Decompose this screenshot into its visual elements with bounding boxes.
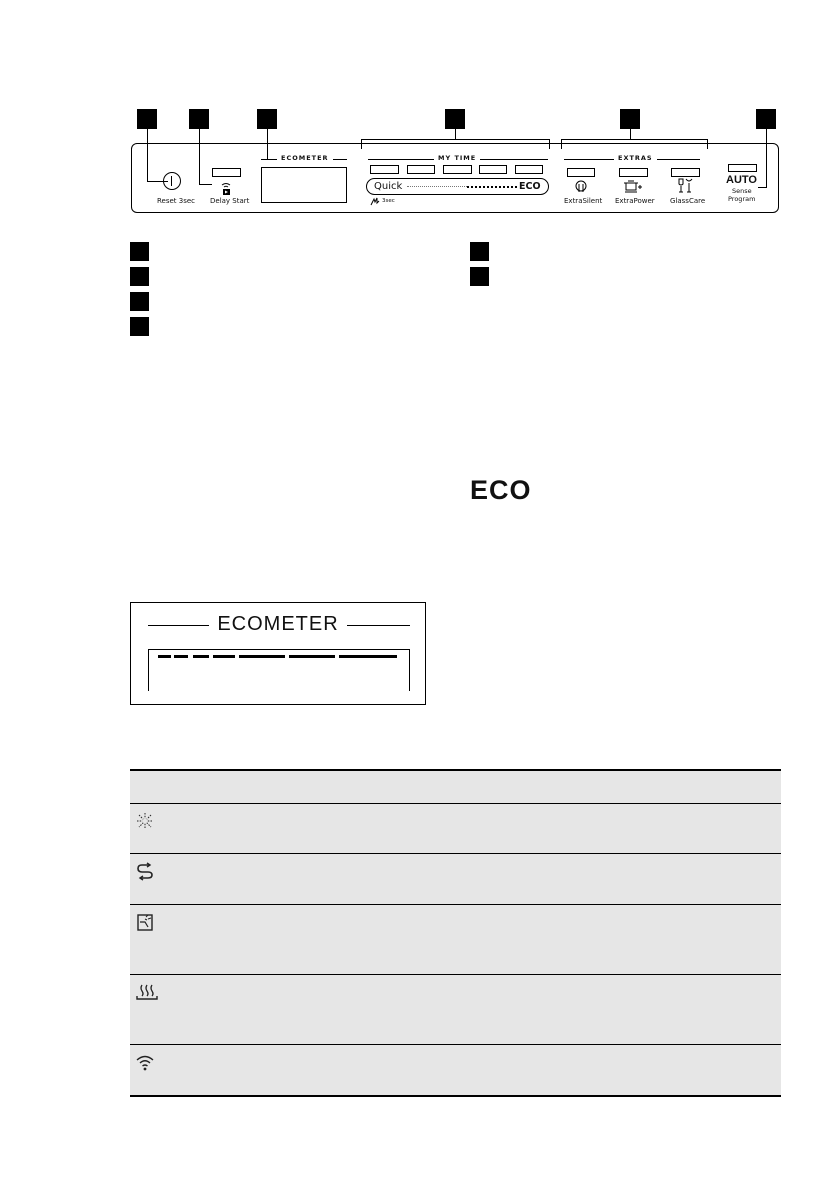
dispenser-icon	[135, 912, 155, 932]
indicator-table	[130, 769, 781, 1097]
legend-badge-5	[470, 242, 489, 261]
sense-label: Sense	[732, 187, 752, 195]
callout-badge-2	[189, 109, 209, 129]
extra-silent-label: ExtraSilent	[564, 197, 603, 205]
glass-care-indicator	[671, 168, 700, 177]
ecometer-bar-1	[158, 655, 171, 658]
glasses-icon	[677, 178, 693, 194]
leader-line-5	[630, 129, 631, 139]
my-time-indicator-4	[479, 165, 507, 174]
my-time-indicator-5	[515, 165, 543, 174]
program-label: Program	[728, 195, 756, 203]
pot-power-icon	[624, 178, 644, 194]
auto-sense-button[interactable]	[724, 162, 762, 204]
silent-icon	[574, 180, 588, 194]
slider-dots-dark	[467, 186, 517, 188]
callout-badge-5	[620, 109, 640, 129]
table-row	[130, 1045, 781, 1097]
glass-care-label: GlassCare	[670, 197, 706, 205]
legend-badge-4	[130, 317, 149, 336]
control-panel	[131, 143, 779, 213]
table-row	[130, 804, 781, 854]
ecometer-illustration	[130, 602, 426, 705]
my-time-indicator-2	[407, 165, 435, 174]
delay-start-indicator	[212, 168, 241, 177]
rinse-cycle-icon	[135, 861, 155, 881]
my-time-indicator-1	[370, 165, 399, 174]
callout-badge-1	[137, 109, 157, 129]
remote-start-icon	[219, 182, 233, 196]
extra-power-button[interactable]	[624, 178, 644, 194]
delay-start-button[interactable]	[219, 181, 233, 195]
eco-logo: ECO	[470, 475, 532, 505]
ecometer-bar-5	[239, 655, 285, 658]
legend-badge-3	[130, 292, 149, 311]
legend-badge-1	[130, 242, 149, 261]
legend-badge-6	[470, 267, 489, 286]
ecometer-bar-2	[174, 655, 188, 658]
power-icon	[171, 176, 172, 186]
callout-badge-4	[445, 109, 465, 129]
ecometer-bar-7	[339, 655, 397, 658]
quick-label: Quick	[374, 181, 403, 192]
eco-label: ECO	[519, 181, 541, 192]
callout-badge-6	[756, 109, 776, 129]
ecometer-bar-3	[193, 655, 209, 658]
my-time-slider[interactable]	[366, 178, 549, 195]
sec-label: 3sec	[382, 198, 395, 204]
ecometer-title: ECOMETER	[131, 613, 425, 636]
ecometer-display	[261, 167, 347, 203]
extra-power-label: ExtraPower	[615, 197, 655, 205]
table-row	[130, 905, 781, 975]
sparkle-icon	[135, 811, 155, 831]
glass-care-button[interactable]	[677, 178, 693, 194]
heat-steam-icon	[135, 982, 159, 1002]
ecometer-bar-6	[289, 655, 335, 658]
extra-silent-indicator	[567, 168, 595, 177]
auto-label: AUTO	[726, 174, 757, 186]
extras-label: EXTRAS	[614, 154, 657, 162]
ecometer-bar-4	[213, 655, 235, 658]
my-time-label: MY TIME	[434, 154, 480, 162]
my-time-indicator-3	[443, 165, 472, 174]
leader-line-4	[455, 129, 456, 139]
legend-badge-2	[130, 267, 149, 286]
table-row	[130, 854, 781, 905]
hand-touch-icon	[370, 197, 380, 206]
table-header	[130, 769, 781, 804]
table-row	[130, 975, 781, 1045]
callout-badge-3	[257, 109, 277, 129]
ecometer-label: ECOMETER	[277, 154, 333, 162]
slider-dots-light	[407, 186, 467, 187]
extra-silent-button[interactable]	[574, 179, 588, 193]
reset-label: Reset 3sec	[157, 197, 196, 205]
power-button[interactable]	[163, 172, 181, 190]
wifi-icon	[135, 1052, 155, 1072]
extra-power-indicator	[619, 168, 648, 177]
delay-start-label: Delay Start	[210, 197, 250, 205]
